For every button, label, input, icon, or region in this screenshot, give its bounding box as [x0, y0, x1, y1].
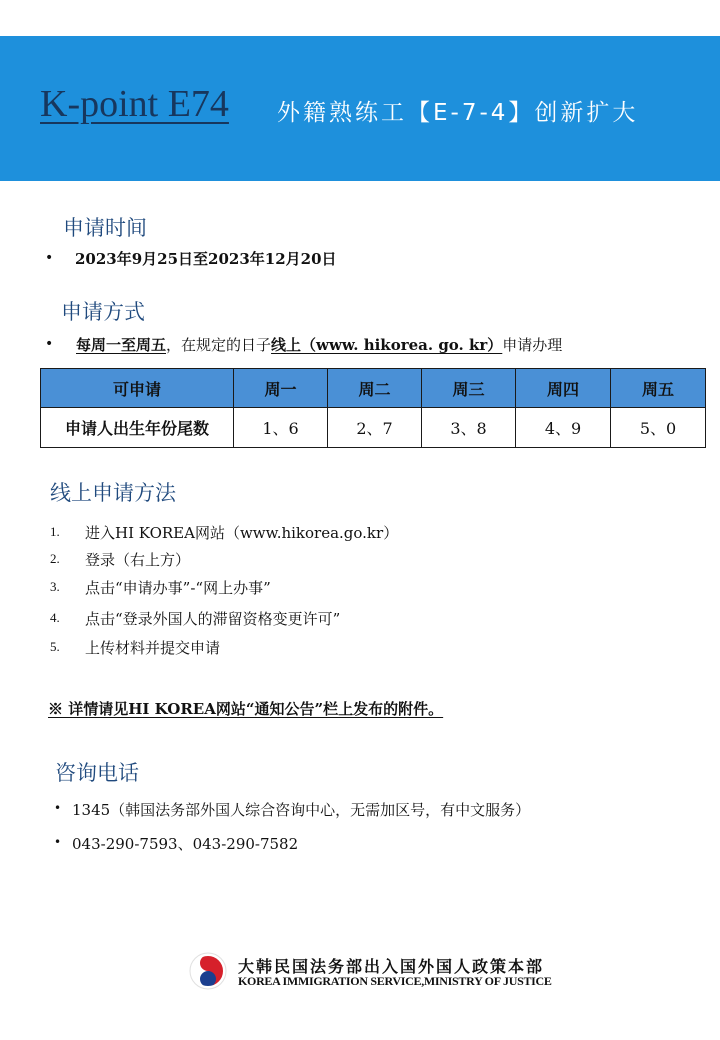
method-mid: ，在规定的日子: [166, 336, 272, 354]
period-heading: 申请时间: [63, 216, 147, 240]
table-header-cell: 周二: [328, 369, 422, 408]
method-end: 申请办理: [502, 336, 563, 354]
step-text: 点击“申请办事”-“网上办事”: [85, 579, 271, 597]
contact-heading: 咨询电话: [55, 761, 139, 785]
bullet-icon: •: [45, 250, 54, 266]
step-text: 上传材料并提交申请: [85, 639, 221, 657]
banner-subtitle: 外籍熟练工【E-7-4】创新扩大: [277, 100, 639, 126]
bullet-icon: •: [54, 835, 62, 849]
table-header-cell: 周五: [611, 369, 706, 408]
table-cell: 4、9: [516, 408, 611, 448]
step-number: 2.: [50, 551, 60, 566]
table-header-cell: 周一: [234, 369, 328, 408]
method-heading: 申请方式: [61, 300, 145, 324]
schedule-table: [40, 368, 706, 448]
step-text: 登录（右上方）: [85, 551, 191, 569]
step-number: 3.: [50, 579, 60, 594]
footer-org-cn: 大韩民国法务部出入国外国人政策本部: [238, 957, 545, 976]
step-text: 进入HI KOREA网站（www.hikorea.go.kr）: [85, 524, 399, 542]
table-cell: 2、7: [328, 408, 422, 448]
method-days: 每周一至周五: [76, 336, 167, 354]
note-text: ※ 详情请见HI KOREA网站“通知公告”栏上发布的附件。: [48, 700, 444, 718]
taegeuk-emblem-icon: [189, 952, 227, 990]
table-cell: 3、8: [422, 408, 516, 448]
bullet-icon: •: [54, 801, 62, 815]
step-number: 4.: [50, 610, 60, 625]
method-online-link[interactable]: 线上（www. hikorea. go. kr）: [271, 336, 503, 354]
step-text: 点击“登录外国人的滞留资格变更许可”: [85, 610, 341, 628]
step-number: 5.: [50, 639, 60, 654]
table-cell: 1、6: [234, 408, 328, 448]
contact-line-phones: 043-290-7593、043-290-7582: [72, 835, 299, 853]
footer-org-en: KOREA IMMIGRATION SERVICE,MINISTRY OF JUSTICE: [238, 974, 552, 988]
online-heading: 线上申请方法: [50, 481, 176, 505]
table-header-row: [41, 369, 706, 408]
table-header-cell: 周四: [516, 369, 611, 408]
bullet-icon: •: [45, 336, 54, 352]
step-number: 1.: [50, 524, 60, 539]
table-row-label: 申请人出生年份尾数: [41, 408, 234, 448]
table-header-cell: 可申请: [41, 369, 234, 408]
contact-line-hotline: 1345（韩国法务部外国人综合咨询中心，无需加区号，有中文服务）: [72, 801, 531, 819]
brand-title: K-point E74: [40, 83, 229, 125]
table-row: [41, 408, 706, 448]
table-cell: 5、0: [611, 408, 706, 448]
table-header-cell: 周三: [422, 369, 516, 408]
period-text: 2023年9月25日至2023年12月20日: [75, 250, 337, 268]
method-text: [76, 334, 562, 355]
